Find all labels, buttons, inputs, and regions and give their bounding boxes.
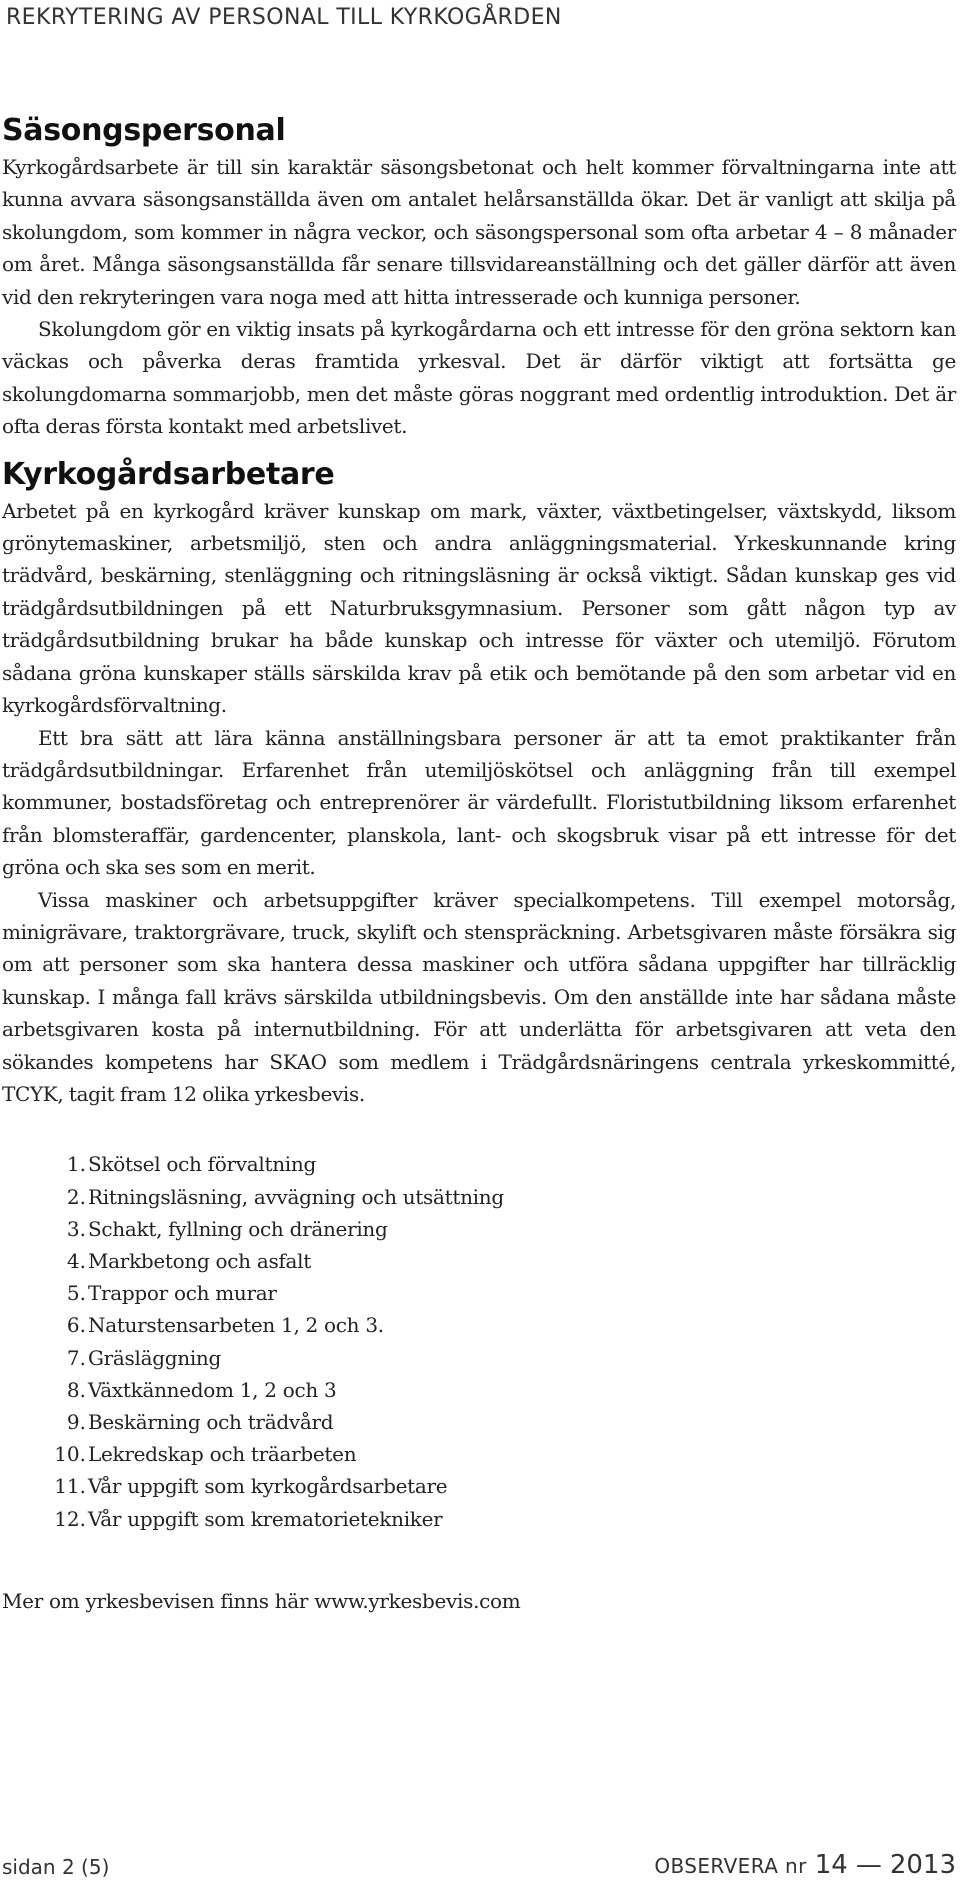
page-label: sidan 2 (5) — [2, 1855, 110, 1879]
list-text: Naturstensarbeten 1, 2 och 3. — [88, 1313, 384, 1338]
list-number: 11. — [54, 1474, 86, 1499]
certificate-list — [0, 1148, 960, 1534]
list-item — [0, 1181, 960, 1213]
issue-number: 14 — [814, 1850, 848, 1880]
list-number: 12. — [54, 1506, 86, 1531]
list-text: Vår uppgift som krematorietekniker — [88, 1506, 443, 1531]
publication-name: OBSERVERA nr — [654, 1854, 807, 1878]
paragraph: Ett bra sätt att lära känna anställningsbara personer är att ta emot praktikanter från trädgårdsutbildningar. Erfarenhet från utemiljöskötsel och anläggning från till exempel kommuner, bostadsföretag och entreprenörer är värdefullt. Floristutbildning liksom erfarenhet från blomsteraffär, gardencenter, planskola, lant- och skogsbruk visar på ett intresse för det gröna och ska ses som en merit. — [2, 725, 956, 880]
list-text: Växtkännedom 1, 2 och 3 — [88, 1377, 337, 1402]
list-item — [0, 1342, 960, 1374]
footer-dash: — — [855, 1850, 882, 1880]
section-title-sasongspersonal: Säsongspersonal — [2, 113, 286, 148]
page-number — [2, 1855, 109, 1879]
paragraph: Arbetet på en kyrkogård kräver kunskap om mark, växter, växtbetingelser, växtskydd, liksom grönytemaskiner, arbetsmiljö, sten och andra anläggningsmaterial. Yrkeskunnande kring trädvård, beskärning, stenläggning och ritningsläsning är också viktigt. Sådan kunskap ges vid trädgårdsutbildningen på ett Naturbruksgymnasium. Personer som gått någon typ av trädgårdsutbildning brukar ha både kunskap och intresse för växter och utemiljö. Förutom sådana gröna kunskaper ställs särskilda krav på etik och bemötande på den som arbetar vid en kyrkogårdsförvaltning. — [2, 498, 956, 718]
list-item — [0, 1148, 960, 1180]
list-number: 9. — [66, 1410, 86, 1434]
list-text: Vår uppgift som kyrkogårdsarbetare — [88, 1474, 448, 1499]
list-text: Markbetong och asfalt — [88, 1248, 311, 1273]
list-item — [0, 1374, 960, 1406]
list-number: 10. — [54, 1442, 86, 1467]
list-number: 5. — [66, 1281, 86, 1306]
list-number: 1. — [66, 1152, 86, 1177]
list-item — [0, 1438, 960, 1470]
list-number: 6. — [66, 1313, 86, 1338]
publication-footer — [654, 1850, 956, 1880]
list-text: Ritningsläsning, avvägning och utsättning — [88, 1184, 504, 1209]
section-title-kyrkogardsarbetare: Kyrkogårdsarbetare — [2, 456, 335, 492]
list-number: 3. — [66, 1216, 86, 1241]
more-info-text: Mer om yrkesbevisen finns här www.yrkesbevis.com — [2, 1588, 521, 1613]
list-text: Schakt, fyllning och dränering — [88, 1216, 388, 1241]
list-number: 4. — [66, 1248, 86, 1273]
article-body — [0, 111, 960, 1613]
list-text: Skötsel och förvaltning — [88, 1152, 316, 1177]
list-text: Trappor och murar — [88, 1281, 277, 1306]
list-number: 2. — [66, 1184, 86, 1209]
list-number: 8. — [66, 1377, 86, 1402]
list-text: Gräsläggning — [88, 1345, 222, 1370]
list-text: Lekredskap och träarbeten — [88, 1442, 357, 1467]
list-item — [0, 1213, 960, 1245]
list-item — [0, 1406, 960, 1438]
list-item — [0, 1503, 960, 1535]
paragraph: Skolungdom gör en viktig insats på kyrkogårdarna och ett intresse för den gröna sektorn kan väckas och påverka deras framtida yrkesval. Det är därför viktigt att fortsätta ge skolungdomarna sommarjobb, men det måste göras noggrant med ordentlig introduktion. Det är ofta deras första kontakt med arbetslivet. — [2, 317, 956, 439]
list-item — [0, 1245, 960, 1277]
paragraph: Kyrkogårdsarbete är till sin karaktär säsongsbetonat och helt kommer förvaltningarna inte att kunna avvara säsongsanställda även om antalet helårsanställda ökar. Det är vanligt att skilja på skolungdom, som kommer in några veckor, och säsongspersonal som ofta arbetar 4 – 8 månader om året. Många säsongsanställda får senare tillsvidareanställning och det gäller därför att även vid den rekryteringen vara noga med att hitta intresserade och kunniga personer. — [2, 155, 956, 309]
running-header: REKRYTERING AV PERSONAL TILL KYRKOGÅRDEN — [6, 5, 562, 30]
list-item — [0, 1309, 960, 1341]
list-text: Beskärning och trädvård — [88, 1410, 334, 1434]
list-item — [0, 1277, 960, 1309]
issue-year: 2013 — [889, 1850, 956, 1880]
list-item — [0, 1470, 960, 1502]
paragraph: Vissa maskiner och arbetsuppgifter kräver specialkompetens. Till exempel motorsåg, minigrävare, traktorgrävare, truck, skylift och stenspräckning. Arbetsgivaren måste försäkra sig om att personer som ska hantera dessa maskiner och utföra sådana uppgifter har tillräcklig kunskap. I många fall krävs särskilda utbildningsbevis. Om den anställde inte har sådana måste arbetsgivaren kosta på internutbildning. För att underlätta för arbetsgivaren att veta den sökandes kompetens har SKAO som medlem i Trädgårdsnäringens centrala yrkeskommitté, TCYK, tagit fram 12 olika yrkesbevis. — [2, 887, 956, 1106]
list-number: 7. — [66, 1345, 86, 1370]
